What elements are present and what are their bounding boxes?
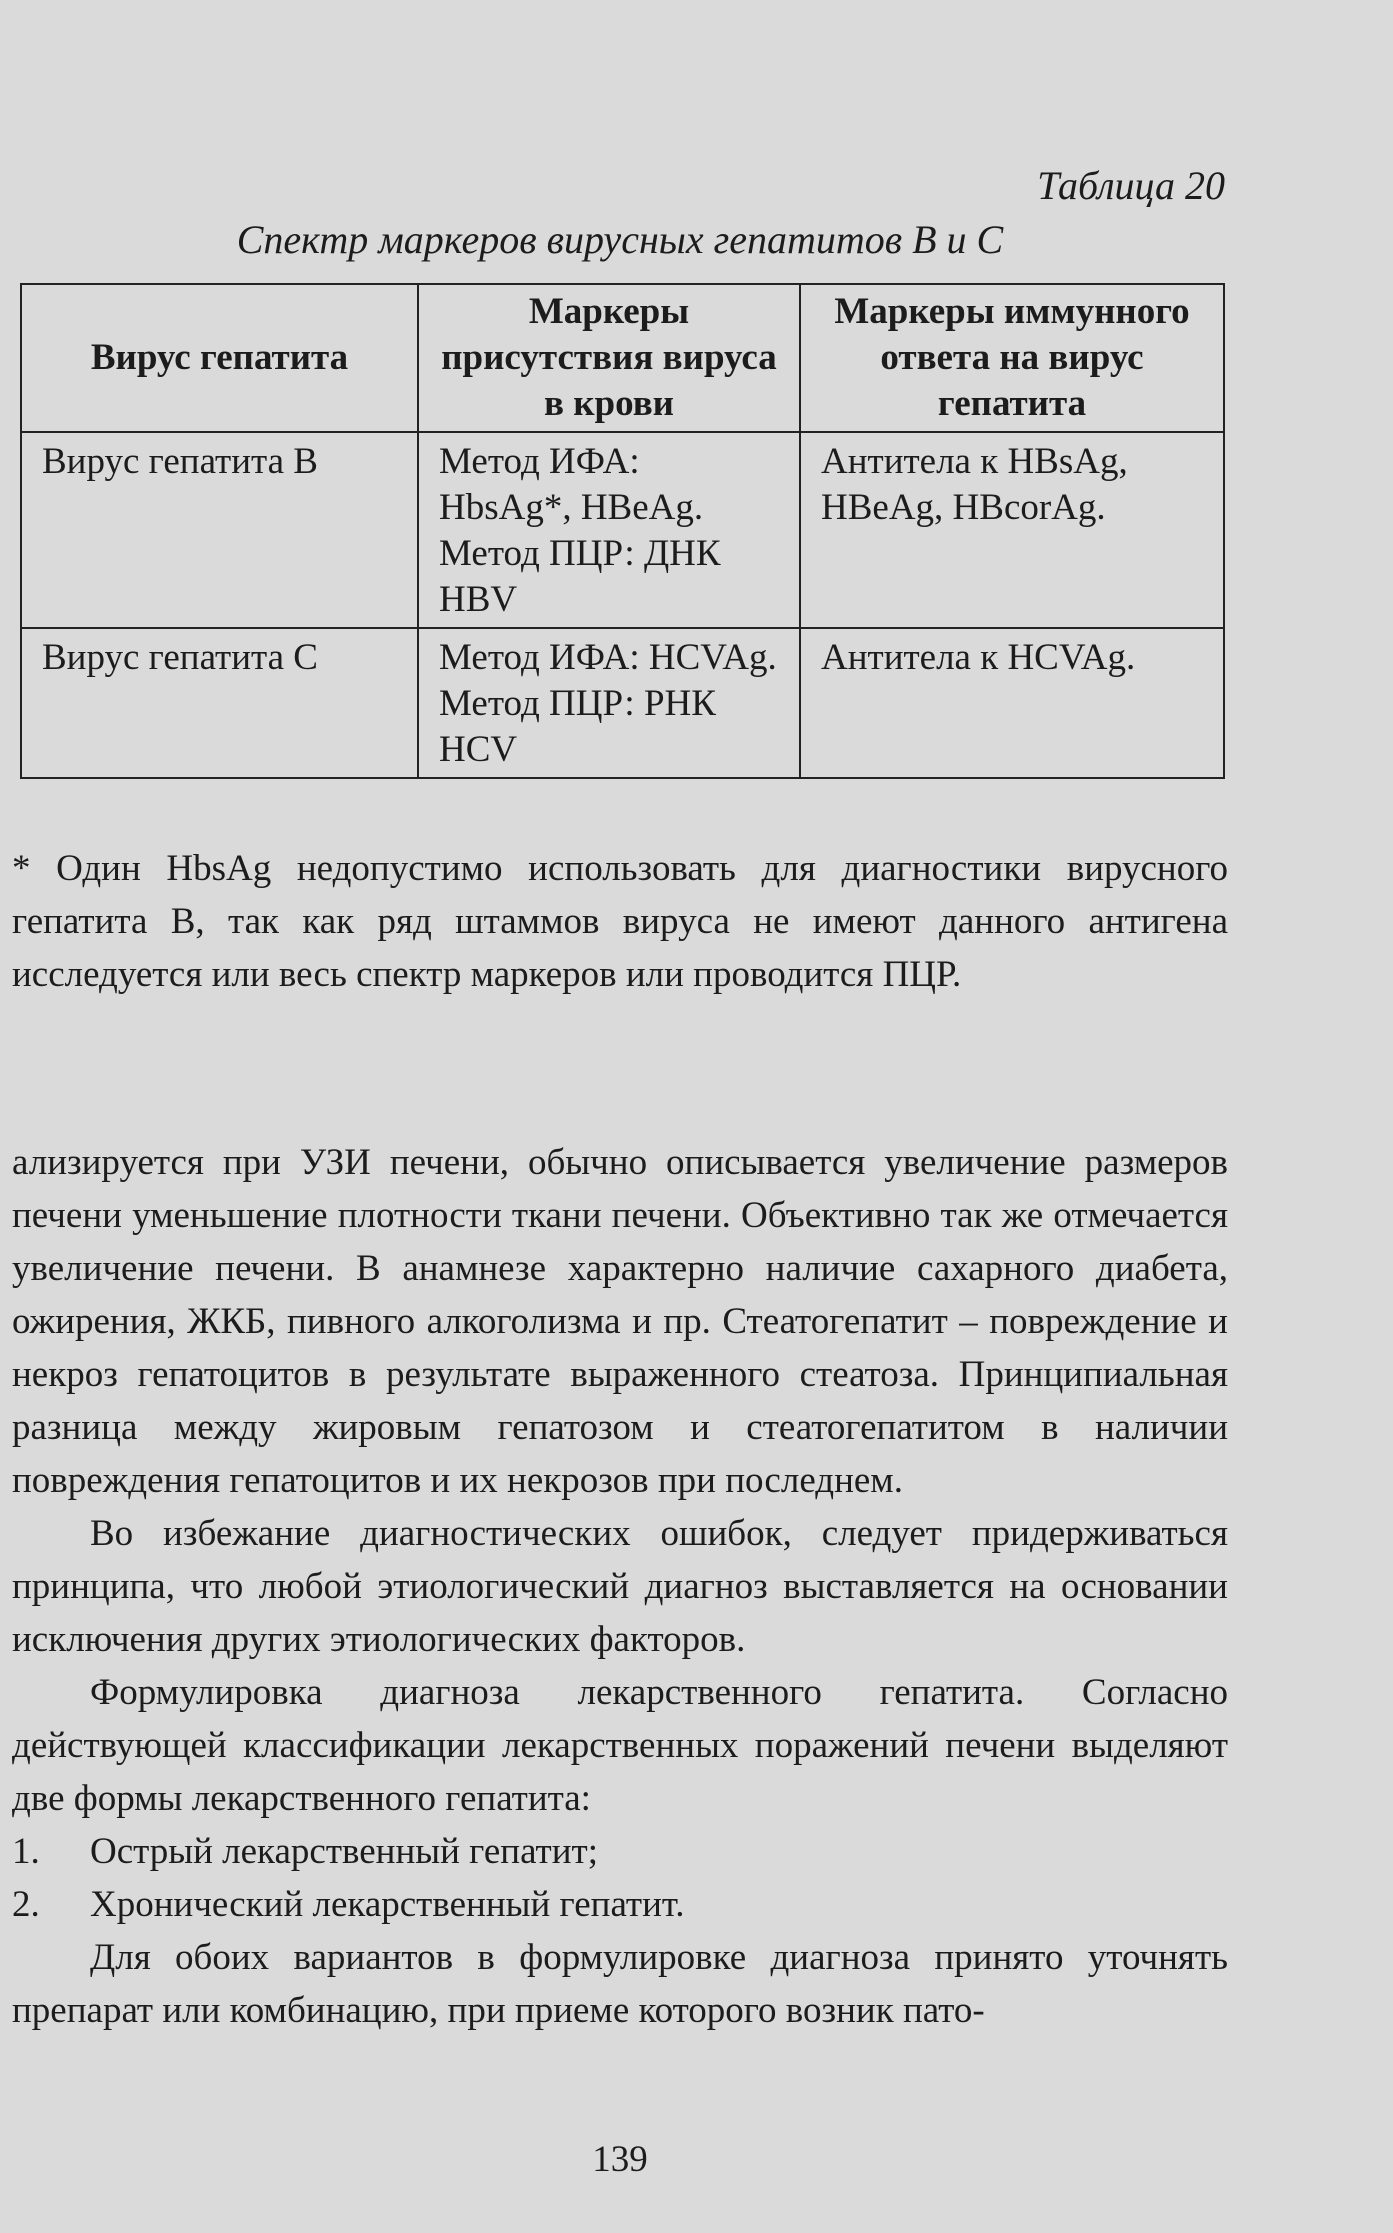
marker-method-pcr: Метод ПЦР: РНК HCV	[439, 683, 716, 770]
table-title: Спектр маркеров вирусных гепатитов В и С	[236, 217, 1004, 262]
table-header-row	[21, 284, 1224, 432]
table-row	[21, 432, 1224, 628]
marker-method-pcr: Метод ПЦР: ДНК HBV	[439, 533, 721, 620]
list-item-text: Хронический лекарственный гепатит.	[90, 1884, 685, 1925]
cell-virus: Вирус гепатита С	[21, 628, 418, 778]
header-immune-markers: Маркеры иммунного ответа на вирус гепатита	[800, 284, 1224, 432]
table-footnote: * Один HbsAg недопустимо использовать для диагностики вирусного гепатита В, так как ряд штаммов вируса не имеют данного антигена исследуется или весь спектр маркеров или проводится ПЦР.	[12, 848, 1228, 995]
table-number: Таблица 20	[1037, 163, 1225, 208]
paragraph: Формулировка диагноза лекарственного гепатита. Согласно действующей классификации лекарственных поражений печени выделяют две формы лекарственного гепатита:	[12, 1672, 1228, 1819]
list-item-text: Острый лекарственный гепатит;	[90, 1831, 598, 1872]
cell-immune-markers: Антитела к HCVAg.	[800, 628, 1224, 778]
body-text	[12, 1136, 1228, 2037]
paragraph: ализируется при УЗИ печени, обычно описывается увеличение размеров печени уменьшение плотности ткани печени. Объективно так же отмечается увеличение печени. В анамнезе характерно наличие сахарного диабета, ожирения, ЖКБ, пивного алкоголизма и пр. Стеатогепатит – повреждение и некроз гепатоцитов в результате выраженного стеатоза. Принципиальная разница между жировым гепатозом и стеатогепатитом в наличии повреждения гепатоцитов и их некрозов при последнем.	[12, 1142, 1228, 1501]
hepatitis-markers-table	[20, 283, 1225, 779]
paragraph: Для обоих вариантов в формулировке диагноза принято уточнять препарат или комбинацию, при приеме которого возник пато-	[12, 1937, 1228, 2031]
cell-presence-markers	[418, 432, 800, 628]
cell-virus: Вирус гепатита В	[21, 432, 418, 628]
table-row	[21, 628, 1224, 778]
list-item-number: 2.	[12, 1884, 40, 1925]
marker-method-ifa: Метод ИФА: HCVAg.	[439, 637, 777, 678]
header-virus: Вирус гепатита	[21, 284, 418, 432]
list-item-number: 1.	[12, 1831, 40, 1872]
marker-method-ifa: Метод ИФА: HbsAg*, HBeAg.	[439, 441, 704, 528]
page-number: 139	[592, 2139, 648, 2180]
cell-presence-markers	[418, 628, 800, 778]
list-item	[12, 1878, 1228, 1931]
list-item	[12, 1825, 1228, 1878]
paragraph: Во избежание диагностических ошибок, следует придерживаться принципа, что любой этиологический диагноз выставляется на основании исключения других этиологических факторов.	[12, 1513, 1228, 1660]
cell-immune-markers: Антитела к HBsAg, HBeAg, HBcorAg.	[800, 432, 1224, 628]
header-presence-markers: Маркеры присутствия вируса в крови	[418, 284, 800, 432]
